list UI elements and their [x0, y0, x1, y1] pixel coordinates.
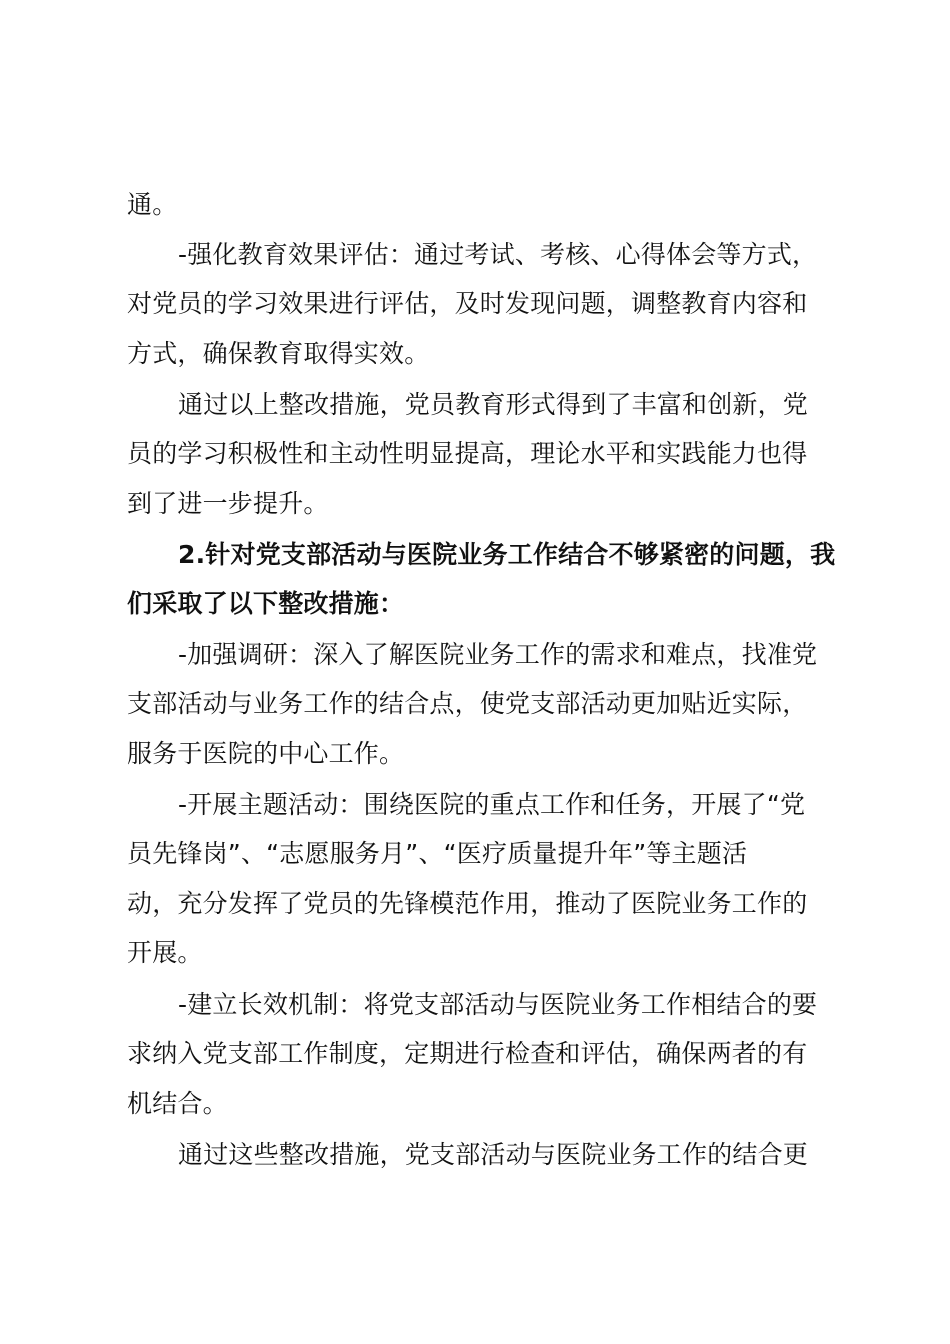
- section-heading-line: 们采取了以下整改措施：: [127, 589, 405, 618]
- text-line: 机结合。: [127, 1089, 228, 1118]
- text-line: 对党员的学习效果进行评估，及时发现问题，调整教育内容和: [127, 289, 808, 318]
- text-line: 通过这些整改措施，党支部活动与医院业务工作的结合更: [178, 1140, 809, 1169]
- text-line: -强化教育效果评估：通过考试、考核、心得体会等方式，: [178, 240, 818, 269]
- text-line: 到了进一步提升。: [127, 489, 329, 518]
- text-line: 员的学习积极性和主动性明显提高，理论水平和实践能力也得: [127, 439, 808, 468]
- text-line: 支部活动与业务工作的结合点，使党支部活动更加贴近实际，: [127, 689, 808, 718]
- section-heading-line: 2.针对党支部活动与医院业务工作结合不够紧密的问题，我: [178, 540, 836, 569]
- text-line: 方式，确保教育取得实效。: [127, 339, 430, 368]
- text-line: 开展。: [127, 938, 203, 967]
- text-line: -开展主题活动：围绕医院的重点工作和任务，开展了“党: [178, 790, 806, 819]
- text-line: 求纳入党支部工作制度，定期进行检查和评估，确保两者的有: [127, 1039, 808, 1068]
- text-line: 服务于医院的中心工作。: [127, 739, 405, 768]
- text-line: -建立长效机制：将党支部活动与医院业务工作相结合的要: [178, 990, 818, 1019]
- text-line: 通。: [127, 190, 178, 219]
- text-line: 动，充分发挥了党员的先锋模范作用，推动了医院业务工作的: [127, 889, 808, 918]
- text-line: 员先锋岗”、“志愿服务月”、“医疗质量提升年”等主题活: [127, 839, 748, 868]
- text-line: -加强调研：深入了解医院业务工作的需求和难点，找准党: [178, 640, 818, 669]
- text-line: 通过以上整改措施，党员教育形式得到了丰富和创新，党: [178, 390, 809, 419]
